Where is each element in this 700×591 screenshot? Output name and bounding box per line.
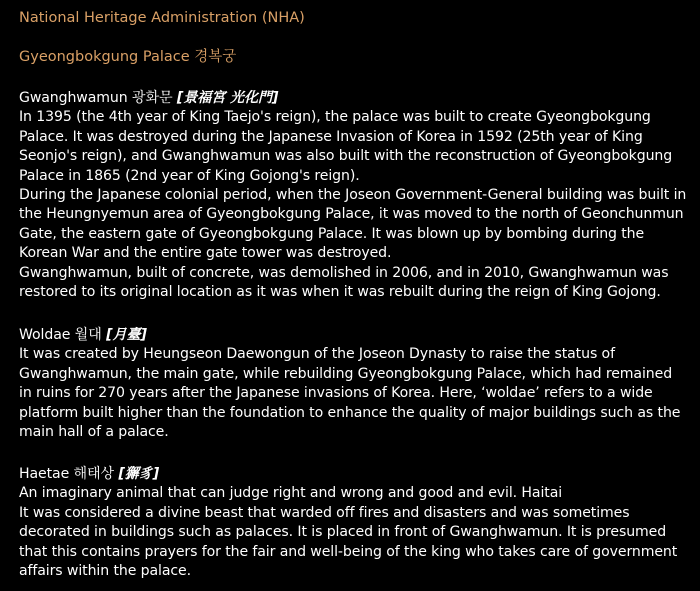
section-paragraph: Gwanghwamun, built of concrete, was demolished in 2006, and in 2010, Gwanghwamun was restored to its original location as it was when it was rebuilt during the reign of King Gojong. xyxy=(19,264,669,301)
section-title xyxy=(19,89,689,108)
section-title xyxy=(19,465,689,484)
organization-heading: National Heritage Administration (NHA) xyxy=(19,10,305,26)
section-title-hanja: [景福宮 光化門] xyxy=(176,90,279,106)
section-title-text: Gwanghwamun 광화문 xyxy=(19,90,173,106)
section-title-hanja: [獬豸] xyxy=(118,466,160,482)
section-title-hanja: [月臺] xyxy=(106,327,147,343)
section-paragraph: It was considered a divine beast that warded off fires and disasters and was sometimes decorated in buildings such as palaces. It is placed in front of Gwanghwamun. It is presumed that this contains prayers for the fair and well-being of the king who takes care of government affairs within the palace. xyxy=(19,504,678,580)
section-gwanghwamun xyxy=(19,89,689,302)
section-title xyxy=(19,326,689,345)
section-paragraph: It was created by Heungseon Daewongun of the Joseon Dynasty to raise the status of Gwanghwamun, the main gate, while rebuilding Gyeongbokgung Palace, which had remained in ruins for 270 years after the Japanese invasions of Korea. Here, ‘woldae’ refers to a wide platform built higher than the foundation to enhance the quality of major buildings such as the main hall of a palace. xyxy=(19,346,681,441)
section-woldae xyxy=(19,326,689,442)
section-haetae xyxy=(19,465,689,581)
section-paragraph: In 1395 (the 4th year of King Taejo's reign), the palace was built to create Gyeongbokgung Palace. It was destroyed during the Japanese Invasion of Korea in 1592 (25th year of King Seonjo's reign), and Gwanghwamun was also built with the reconstruction of Gyeongbokgung Palace in 1865 (2nd year of King Gojong's reign). xyxy=(19,109,673,184)
section-title-text: Haetae 해태상 xyxy=(19,466,115,482)
section-paragraph: During the Japanese colonial period, when the Joseon Government-General building was built in the Heungnyemun area of Gyeongbokgung Palace, it was moved to the north of Geonchunmun Gate, the eastern gate of Gyeongbokgung Palace. It was blown up by bombing during the Korean War and the entire gate tower was destroyed. xyxy=(19,187,687,262)
section-title-text: Woldae 월대 xyxy=(19,327,102,343)
section-paragraph: An imaginary animal that can judge right and wrong and good and evil. Haitai xyxy=(19,485,563,502)
page-subtitle: Gyeongbokgung Palace 경복궁 xyxy=(19,49,237,65)
